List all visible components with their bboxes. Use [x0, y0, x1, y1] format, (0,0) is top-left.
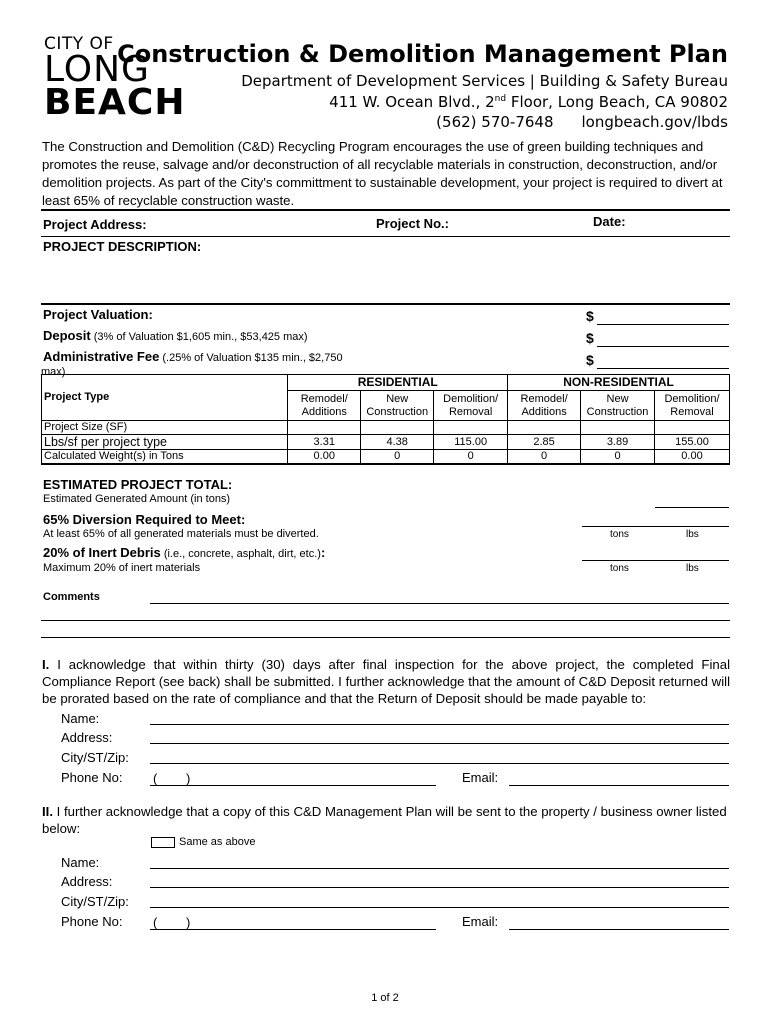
diversion-label: 65% Diversion Required to Meet: [43, 512, 246, 527]
project-number-label: Project No.: [376, 216, 449, 231]
date-label: Date: [593, 214, 626, 229]
inert-field[interactable] [582, 560, 729, 561]
inert-label: 20% of Inert Debris (i.e., concrete, asphalt, dirt, etc.): [43, 545, 326, 560]
size-cell[interactable] [655, 421, 730, 435]
city-label: City/ST/Zip: [61, 750, 129, 765]
owner-address-label: Address: [61, 874, 113, 889]
residential-header: RESIDENTIAL [288, 375, 508, 391]
divider [41, 303, 730, 305]
admin-fee-field[interactable] [597, 368, 729, 369]
lbs-value: 4.38 [361, 435, 434, 450]
owner-phone-paren-close: ) [186, 915, 191, 930]
weight-value: 0 [361, 450, 434, 465]
lbs-value: 3.31 [288, 435, 361, 450]
size-cell[interactable] [508, 421, 581, 435]
owner-name-field[interactable] [150, 868, 729, 869]
lbs-value: 115.00 [434, 435, 508, 450]
comments-label: Comments [43, 591, 100, 603]
weight-value: 0.00 [655, 450, 730, 465]
owner-city-label: City/ST/Zip: [61, 894, 129, 909]
estimated-total-label: ESTIMATED PROJECT TOTAL: [43, 477, 233, 492]
col-res-remodel: Remodel/ Additions [288, 391, 361, 421]
col-nonres-demolition: Demolition/ Removal [655, 391, 730, 421]
owner-phone-field[interactable] [150, 929, 436, 930]
logo-city-of: CITY OF [44, 34, 114, 54]
estimated-total-sub: Estimated Generated Amount (in tons) [43, 493, 231, 505]
owner-email-label: Email: [462, 914, 499, 929]
size-cell[interactable] [434, 421, 508, 435]
phone-paren-open: ( [153, 771, 158, 786]
diversion-tons-unit: tons [610, 529, 629, 540]
valuation-field[interactable] [597, 324, 729, 325]
table-row [42, 435, 730, 450]
lbs-label: Lbs/sf per project type [42, 435, 288, 450]
table-row [42, 450, 730, 465]
size-cell[interactable] [288, 421, 361, 435]
weight-label: Calculated Weight(s) in Tons [42, 450, 288, 465]
deposit-currency: $ [586, 330, 594, 346]
address-field[interactable] [150, 743, 729, 744]
deposit-label: Deposit (3% of Valuation $1,605 min., $53,425 max) [43, 328, 308, 343]
name-field[interactable] [150, 724, 729, 725]
diversion-sub: At least 65% of all generated materials must be diverted. [43, 528, 319, 540]
size-cell[interactable] [581, 421, 655, 435]
email-label: Email: [462, 770, 499, 785]
phone-label: Phone No: [61, 770, 123, 785]
phone-field[interactable] [150, 785, 436, 786]
inert-sub: Maximum 20% of inert materials [43, 562, 201, 574]
same-as-above-label: Same as above [179, 836, 256, 848]
lbs-value: 2.85 [508, 435, 581, 450]
owner-email-field[interactable] [509, 929, 729, 930]
email-field[interactable] [509, 785, 729, 786]
project-type-table [41, 374, 730, 465]
estimated-total-field[interactable] [655, 507, 729, 508]
contact-line [436, 113, 728, 131]
owner-address-field[interactable] [150, 887, 729, 888]
table-row [42, 421, 730, 435]
admin-fee-currency: $ [586, 352, 594, 368]
address-line: 411 W. Ocean Blvd., 2nd Floor, Long Beach, CA 90802 [329, 93, 728, 111]
department-line: Department of Development Services | Building & Safety Bureau [241, 72, 728, 90]
diversion-lbs-unit: lbs [686, 529, 699, 540]
city-field[interactable] [150, 763, 729, 764]
weight-value: 0.00 [288, 450, 361, 465]
col-res-new: New Construction [361, 391, 434, 421]
divider [41, 209, 730, 211]
comments-line-3[interactable] [41, 637, 730, 638]
weight-value: 0 [581, 450, 655, 465]
admin-fee-note-cont: max) [41, 366, 66, 378]
col-res-demolition: Demolition/ Removal [434, 391, 508, 421]
inert-tons-unit: tons [610, 563, 629, 574]
owner-phone-paren-open: ( [153, 915, 158, 930]
owner-phone-label: Phone No: [61, 914, 123, 929]
project-valuation-label: Project Valuation: [43, 307, 153, 322]
website-link[interactable]: longbeach.gov/lbds [581, 113, 728, 131]
logo-beach: BEACH [44, 82, 186, 123]
nonresidential-header: NON-RESIDENTIAL [508, 375, 730, 391]
weight-value: 0 [508, 450, 581, 465]
deposit-field[interactable] [597, 346, 729, 347]
owner-name-label: Name: [61, 855, 100, 870]
logo-long: LONG [44, 49, 150, 90]
admin-fee-label: Administrative Fee (.25% of Valuation $135 min., $2,750 [43, 349, 343, 364]
phone-paren-close: ) [186, 771, 191, 786]
size-cell[interactable] [361, 421, 434, 435]
col-nonres-new: New Construction [581, 391, 655, 421]
document-title: Construction & Demolition Management Plan [117, 40, 728, 68]
project-description-label: PROJECT DESCRIPTION: [43, 239, 202, 254]
valuation-currency: $ [586, 308, 594, 324]
project-address-label: Project Address: [43, 217, 147, 232]
phone-number: (562) 570-7648 [436, 113, 554, 131]
project-type-header: Project Type [42, 375, 288, 421]
project-size-label: Project Size (SF) [42, 421, 288, 435]
intro-paragraph: The Construction and Demolition (C&D) Recycling Program encourages the use of green building techniques and promotes the reuse, salvage and/or deconstruction of all recyclable materials in construction, deconstruction, and/or demolition projects. As part of the City's committment to sustainable development, your project is required to divert at least 65% of recyclable construction waste. [42, 139, 723, 208]
name-label: Name: [61, 711, 100, 726]
comments-line-1[interactable] [150, 603, 729, 604]
col-nonres-remodel: Remodel/ Additions [508, 391, 581, 421]
lbs-value: 155.00 [655, 435, 730, 450]
comments-line-2[interactable] [41, 620, 730, 621]
lbs-value: 3.89 [581, 435, 655, 450]
weight-value: 0 [434, 450, 508, 465]
page-number: 1 of 2 [371, 992, 399, 1004]
owner-city-field[interactable] [150, 907, 729, 908]
inert-lbs-unit: lbs [686, 563, 699, 574]
diversion-field[interactable] [582, 526, 729, 527]
divider [41, 236, 730, 237]
address-label: Address: [61, 730, 113, 745]
acknowledgement-2: II. I further acknowledge that a copy of this C&D Management Plan will be sent to the property / business owner listed below: [42, 804, 727, 836]
same-as-above-checkbox[interactable] [151, 837, 175, 848]
acknowledgement-1: I. I acknowledge that within thirty (30) days after final inspection for the above project, the completed Final Compliance Report (see back) shall be submitted. I further acknowledge that the amount of C&D Deposit returned will be prorated based on the rate of compliance and that the Return of Deposit should be made payable to: [42, 657, 730, 706]
